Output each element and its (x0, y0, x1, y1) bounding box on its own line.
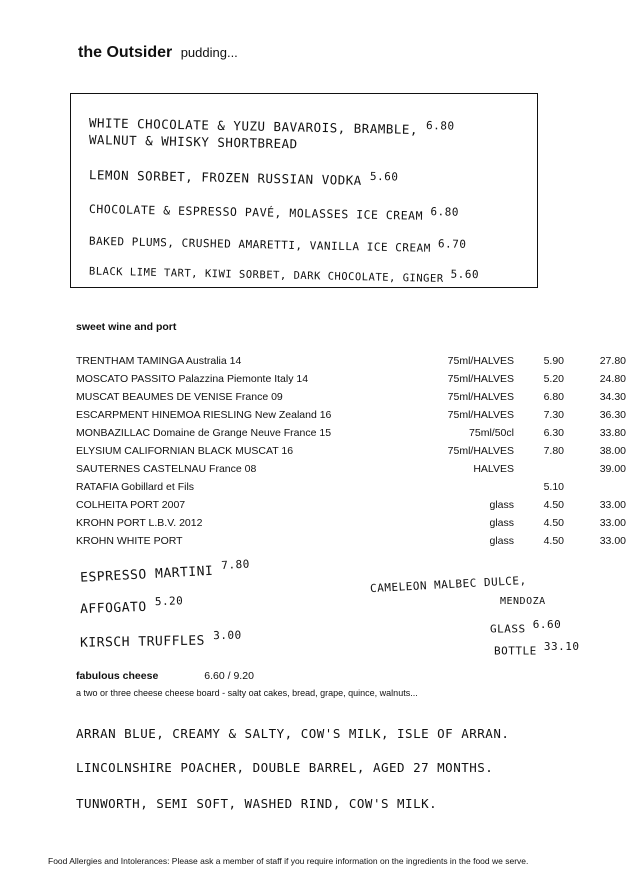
wine-size: glass (489, 535, 514, 547)
pudding-item: CHOCOLATE & ESPRESSO PAVÉ, MOLASSES ICE CREAM 6.80 (88, 201, 460, 223)
pudding-handwritten-box (70, 93, 538, 288)
wine-glass-price (514, 460, 564, 478)
table-row (76, 424, 626, 442)
pudding-item: LEMON SORBET, FROZEN RUSSIAN VODKA 5.60 (88, 167, 399, 188)
wine-size: 75ml/HALVES (447, 373, 514, 385)
table-row (76, 406, 626, 424)
wine-name: KROHN PORT L.B.V. 2012 (76, 517, 203, 529)
wine-size: 75ml/HALVES (447, 445, 514, 457)
wine-bottle-price: 33.80 (599, 427, 626, 439)
wine-bottle-price: 27.80 (599, 355, 626, 367)
wine-name: MUSCAT BEAUMES DE VENISE France 09 (76, 391, 283, 403)
table-row (76, 370, 626, 388)
table-row (76, 478, 626, 496)
wine-bottle-price: 24.80 (599, 373, 626, 385)
brand-name: the Outsider (78, 44, 173, 61)
wine-glass-price: 5.90 (543, 355, 564, 367)
sweet-wine-table (76, 352, 626, 550)
wine-bottle-price: 33.00 (599, 517, 626, 529)
cheese-item: TUNWORTH, SEMI SOFT, WASHED RIND, COW'S MILK. (76, 796, 438, 811)
cameleon-wine-region: MENDOZA (500, 596, 546, 607)
wine-glass-price: 6.80 (543, 391, 564, 403)
wine-size: 75ml/50cl (469, 427, 514, 439)
wine-size: 75ml/HALVES (447, 409, 514, 421)
table-row (76, 460, 626, 478)
cheese-price: 6.60 / 9.20 (204, 670, 254, 682)
wine-name: ESCARPMENT HINEMOA RIESLING New Zealand 16 (76, 409, 332, 421)
table-row (76, 388, 626, 406)
menu-title (78, 44, 238, 62)
wine-name: RATAFIA Gobillard et Fils (76, 481, 195, 493)
cameleon-glass-price: GLASS 6.60 (490, 618, 562, 636)
wine-glass-price: 7.30 (543, 409, 564, 421)
wine-bottle-price: 34.30 (599, 391, 626, 403)
wine-glass-price: 7.80 (543, 445, 564, 457)
table-row (76, 514, 626, 532)
table-row (76, 352, 626, 370)
wine-size: HALVES (473, 463, 514, 475)
wine-name: SAUTERNES CASTELNAU France 08 (76, 463, 257, 475)
wine-glass-price: 4.50 (543, 517, 564, 529)
wine-bottle-price: 38.00 (599, 445, 626, 457)
wine-bottle-price: 39.00 (599, 463, 626, 475)
pudding-item: WALNUT & WHISKY SHORTBREAD (88, 132, 298, 152)
wine-size: glass (489, 517, 514, 529)
allergy-footer-note: Food Allergies and Intolerances: Please ask a member of staff if you require information on the ingredients in the food we serve. (48, 856, 529, 866)
cameleon-wine-name: CAMELEON MALBEC DULCE, (369, 573, 527, 596)
pudding-item: BAKED PLUMS, CRUSHED AMARETTI, VANILLA ICE CREAM 6.70 (88, 234, 467, 255)
wine-name: COLHEITA PORT 2007 (76, 499, 186, 511)
cheese-item: LINCOLNSHIRE POACHER, DOUBLE BARREL, AGED 27 MONTHS. (76, 760, 494, 775)
cheese-description: a two or three cheese cheese board - salty oat cakes, bread, grape, quince, walnuts... (76, 688, 418, 698)
extra-item: AFFOGATO $^{5.20}$ (79, 594, 184, 618)
wine-glass-price: 4.50 (543, 499, 564, 511)
wine-bottle-price: 33.00 (599, 535, 626, 547)
pudding-item: WHITE CHOCOLATE & YUZU BAVAROIS, BRAMBLE, 6.80 (88, 115, 455, 138)
wine-size: 75ml/HALVES (447, 355, 514, 367)
wine-name: TRENTHAM TAMINGA Australia 14 (76, 355, 242, 367)
table-row (76, 496, 626, 514)
wine-glass-price: 6.30 (543, 427, 564, 439)
wine-glass-price: 5.20 (543, 373, 564, 385)
wine-size: 75ml/HALVES (447, 391, 514, 403)
cameleon-bottle-price: BOTTLE 33.10 (494, 640, 580, 658)
wine-name: ELYSIUM CALIFORNIAN BLACK MUSCAT 16 (76, 445, 294, 457)
cheese-item: ARRAN BLUE, CREAMY & SALTY, COW'S MILK, ISLE OF ARRAN. (76, 726, 510, 741)
wine-size (368, 478, 514, 496)
extra-item: KIRSCH TRUFFLES $^{3.00}$ (79, 628, 242, 651)
wine-name: KROHN WHITE PORT (76, 535, 183, 547)
wine-glass-price: 4.50 (543, 535, 564, 547)
sweet-wine-heading: sweet wine and port (76, 321, 177, 333)
extra-item: ESPRESSO MARTINI $^{7.80}$ (79, 557, 251, 586)
wine-name: MONBAZILLAC Domaine de Grange Neuve France 15 (76, 427, 332, 439)
table-row (76, 442, 626, 460)
table-row (76, 532, 626, 550)
wine-size: glass (489, 499, 514, 511)
wine-name: MOSCATO PASSITO Palazzina Piemonte Italy 14 (76, 373, 309, 385)
wine-bottle-price: 33.00 (599, 499, 626, 511)
pudding-item: BLACK LIME TART, KIWI SORBET, DARK CHOCOLATE, GINGER 5.60 (88, 265, 480, 285)
cheese-heading: fabulous cheese 6.60 / 9.20 (76, 670, 254, 682)
wine-bottle-price: 36.30 (599, 409, 626, 421)
menu-section-subtitle: pudding... (180, 45, 238, 60)
wine-bottle-price (564, 478, 626, 496)
wine-glass-price: 5.10 (543, 481, 564, 493)
